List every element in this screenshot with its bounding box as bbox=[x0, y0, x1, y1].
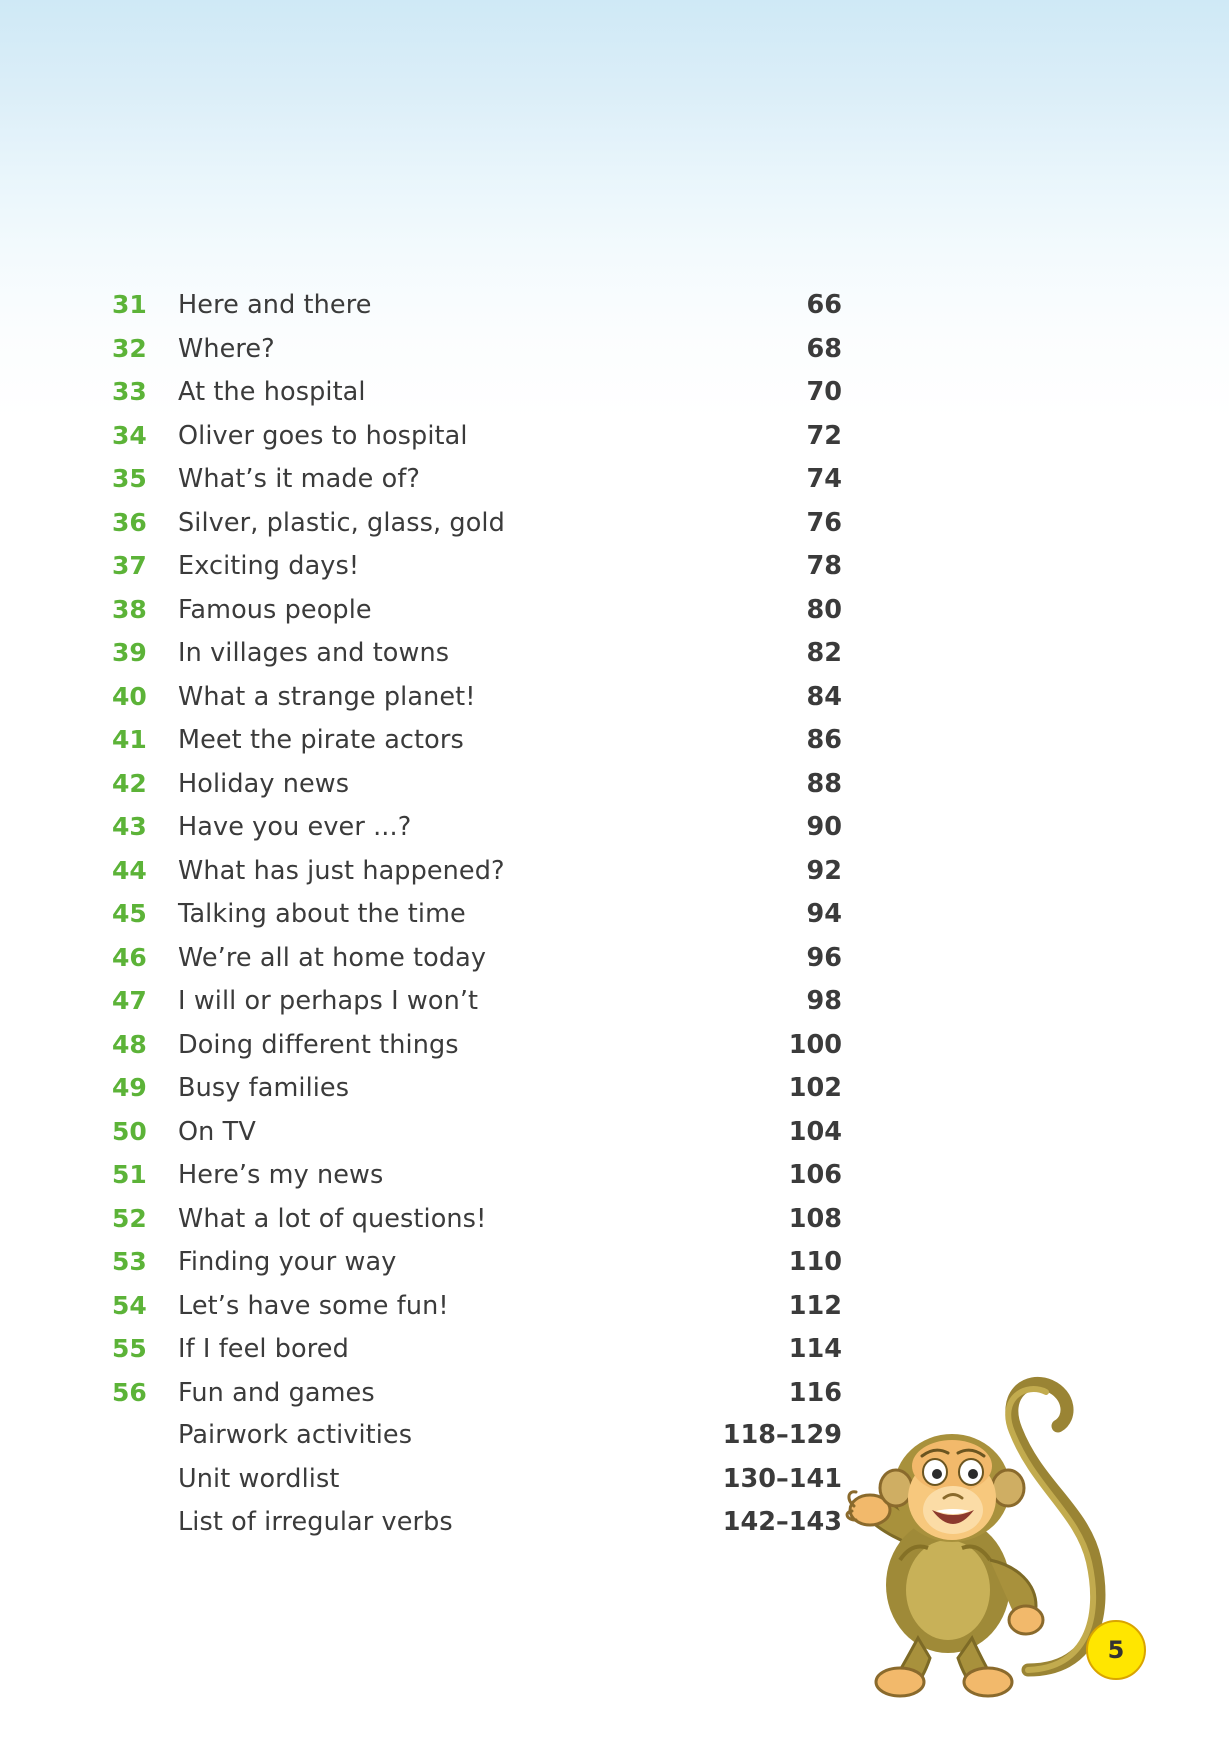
toc-unit-number: 52 bbox=[112, 1203, 147, 1233]
toc-entry-title: Doing different things bbox=[178, 1029, 459, 1060]
toc-entry-page: 102 bbox=[788, 1073, 842, 1103]
toc-entry-title: Here’s my news bbox=[178, 1160, 384, 1190]
toc-entry-page: 94 bbox=[806, 899, 842, 929]
toc-row[interactable] bbox=[112, 379, 842, 423]
toc-unit-number: 49 bbox=[112, 1073, 147, 1102]
toc-entry-page: 118–129 bbox=[722, 1420, 842, 1450]
toc-entry-page: 104 bbox=[788, 1116, 842, 1147]
toc-row[interactable] bbox=[112, 855, 842, 902]
toc-unit-number: 47 bbox=[112, 986, 147, 1015]
toc-entry-title: List of irregular verbs bbox=[178, 1507, 453, 1537]
toc-entry-title: Busy families bbox=[178, 1073, 350, 1103]
toc-entry-page: 108 bbox=[788, 1203, 842, 1234]
toc-entry-page: 86 bbox=[806, 725, 842, 755]
toc-unit-number: 48 bbox=[112, 1029, 147, 1059]
toc-row[interactable] bbox=[112, 1290, 842, 1337]
toc-unit-number: 46 bbox=[112, 942, 147, 972]
toc-entry-title: Unit wordlist bbox=[178, 1463, 340, 1494]
toc-unit-number: 45 bbox=[112, 899, 147, 928]
toc-unit-number: 50 bbox=[112, 1116, 147, 1146]
table-of-contents bbox=[112, 292, 842, 1554]
toc-unit-number: 41 bbox=[112, 725, 147, 754]
toc-entry-title: At the hospital bbox=[178, 377, 366, 407]
toc-entry-page: 88 bbox=[806, 768, 842, 799]
toc-row[interactable] bbox=[112, 594, 842, 641]
toc-entry-title: In villages and towns bbox=[178, 638, 450, 668]
toc-row[interactable] bbox=[112, 1420, 842, 1467]
toc-row[interactable] bbox=[112, 1029, 842, 1076]
toc-entry-page: 116 bbox=[788, 1377, 842, 1408]
toc-entry-page: 74 bbox=[806, 464, 842, 494]
toc-entry-title: If I feel bored bbox=[178, 1334, 349, 1364]
toc-entry-title: Finding your way bbox=[178, 1247, 397, 1277]
toc-entry-title: Fun and games bbox=[178, 1377, 375, 1408]
toc-entry-page: 84 bbox=[806, 681, 842, 712]
toc-unit-number: 56 bbox=[112, 1377, 147, 1407]
toc-entry-title: Exciting days! bbox=[178, 551, 360, 581]
toc-entry-page: 66 bbox=[806, 290, 842, 320]
toc-entry-title: We’re all at home today bbox=[178, 942, 487, 973]
toc-entry-page: 110 bbox=[788, 1247, 842, 1277]
toc-row[interactable] bbox=[112, 988, 842, 1032]
toc-unit-number: 32 bbox=[112, 333, 147, 363]
toc-row[interactable] bbox=[112, 553, 842, 597]
toc-unit-number: 35 bbox=[112, 464, 147, 493]
toc-entry-page: 76 bbox=[806, 507, 842, 538]
toc-entry-title: What a strange planet! bbox=[178, 681, 476, 712]
toc-entry-page: 70 bbox=[806, 377, 842, 407]
toc-entry-page: 72 bbox=[806, 420, 842, 451]
toc-row[interactable] bbox=[112, 1507, 842, 1554]
toc-row[interactable] bbox=[112, 1377, 842, 1424]
toc-entry-title: Have you ever ...? bbox=[178, 812, 412, 842]
toc-row[interactable] bbox=[112, 901, 842, 945]
page-number: 5 bbox=[1107, 1636, 1125, 1664]
toc-unit-number: 44 bbox=[112, 855, 147, 885]
toc-unit-number: 51 bbox=[112, 1160, 147, 1189]
page-number-badge bbox=[1086, 1620, 1146, 1680]
toc-entry-title: Meet the pirate actors bbox=[178, 725, 464, 755]
toc-entry-page: 80 bbox=[806, 594, 842, 625]
toc-row[interactable] bbox=[112, 1463, 842, 1511]
toc-row[interactable] bbox=[112, 292, 842, 336]
monkey-illustration bbox=[840, 1370, 1110, 1700]
toc-entry-page: 100 bbox=[788, 1029, 842, 1060]
toc-unit-number: 38 bbox=[112, 594, 147, 624]
toc-entry-title: I will or perhaps I won’t bbox=[178, 986, 479, 1016]
toc-entry-title: What a lot of questions! bbox=[178, 1203, 487, 1234]
toc-unit-number: 53 bbox=[112, 1247, 147, 1276]
toc-entry-page: 98 bbox=[806, 986, 842, 1016]
toc-entry-page: 78 bbox=[806, 551, 842, 581]
toc-row[interactable] bbox=[112, 681, 842, 728]
toc-entry-title: On TV bbox=[178, 1116, 256, 1147]
toc-entry-title: Holiday news bbox=[178, 768, 350, 799]
toc-entry-page: 82 bbox=[806, 638, 842, 668]
toc-row[interactable] bbox=[112, 727, 842, 771]
toc-entry-page: 106 bbox=[788, 1160, 842, 1190]
toc-entry-title: Pairwork activities bbox=[178, 1420, 413, 1450]
toc-row[interactable] bbox=[112, 768, 842, 815]
toc-unit-number: 36 bbox=[112, 507, 147, 537]
toc-row[interactable] bbox=[112, 1249, 842, 1293]
toc-entry-page: 112 bbox=[788, 1290, 842, 1321]
toc-unit-number: 43 bbox=[112, 812, 147, 841]
toc-entry-page: 130–141 bbox=[722, 1463, 842, 1494]
toc-row[interactable] bbox=[112, 1336, 842, 1380]
toc-row[interactable] bbox=[112, 640, 842, 684]
toc-unit-number: 42 bbox=[112, 768, 147, 798]
toc-row[interactable] bbox=[112, 1162, 842, 1206]
toc-entry-page: 96 bbox=[806, 942, 842, 973]
toc-entry-page: 90 bbox=[806, 812, 842, 842]
toc-entry-title: Where? bbox=[178, 333, 275, 364]
toc-entry-title: Famous people bbox=[178, 594, 372, 625]
toc-entry-title: Let’s have some fun! bbox=[178, 1290, 449, 1321]
toc-row[interactable] bbox=[112, 466, 842, 510]
toc-unit-number: 31 bbox=[112, 290, 147, 319]
toc-unit-number: 54 bbox=[112, 1290, 147, 1320]
toc-entry-page: 68 bbox=[806, 333, 842, 364]
toc-entry-page: 142–143 bbox=[722, 1507, 842, 1537]
toc-entry-page: 114 bbox=[788, 1334, 842, 1364]
toc-unit-number: 33 bbox=[112, 377, 147, 406]
toc-row[interactable] bbox=[112, 333, 842, 380]
toc-entry-title: Talking about the time bbox=[178, 899, 466, 929]
toc-unit-number: 37 bbox=[112, 551, 147, 580]
toc-row[interactable] bbox=[112, 814, 842, 858]
toc-entry-title: Oliver goes to hospital bbox=[178, 420, 468, 451]
toc-row[interactable] bbox=[112, 507, 842, 554]
toc-row[interactable] bbox=[112, 942, 842, 989]
toc-unit-number: 40 bbox=[112, 681, 147, 711]
toc-entry-title: Here and there bbox=[178, 290, 372, 320]
toc-entry-page: 92 bbox=[806, 855, 842, 886]
toc-entry-title: What has just happened? bbox=[178, 855, 505, 886]
toc-unit-number: 39 bbox=[112, 638, 147, 667]
toc-row[interactable] bbox=[112, 1203, 842, 1250]
toc-row[interactable] bbox=[112, 1075, 842, 1119]
toc-entry-title: What’s it made of? bbox=[178, 464, 421, 494]
toc-unit-number: 55 bbox=[112, 1334, 147, 1363]
toc-entry-title: Silver, plastic, glass, gold bbox=[178, 507, 505, 538]
toc-row[interactable] bbox=[112, 420, 842, 467]
toc-unit-number: 34 bbox=[112, 420, 147, 450]
toc-row[interactable] bbox=[112, 1116, 842, 1163]
